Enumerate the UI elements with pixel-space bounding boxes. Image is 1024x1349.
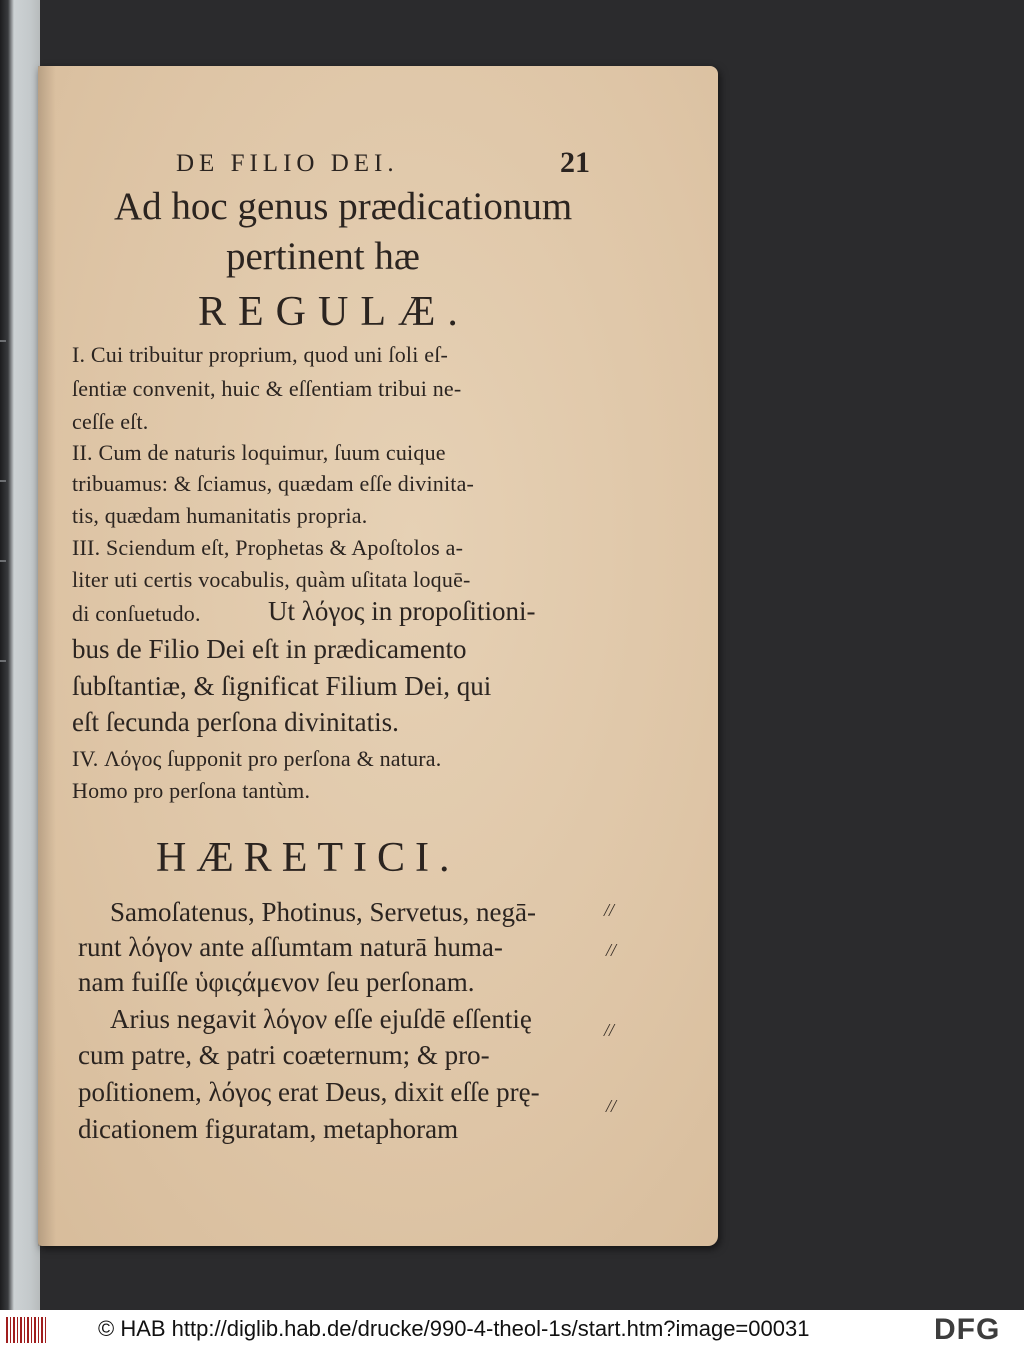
section-heading-regulae: REGULÆ. (198, 289, 470, 335)
edge-mark (0, 480, 6, 482)
edge-mark (0, 560, 6, 562)
haeretici-line: nam fuiſſe ὑφιςάμϵνον ſeu perſonam. (78, 967, 475, 997)
section-heading-haeretici: HÆRETICI. (156, 835, 460, 881)
rule-line: ſubſtantiæ, & ſignificat Filium Dei, qui (72, 671, 492, 701)
barcode-icon (6, 1317, 46, 1343)
margin-mark: // (604, 1020, 615, 1040)
rule-line: eſt ſecunda perſona divinitatis. (72, 707, 399, 737)
rule-line: III. Sciendum eſt, Prophetas & Apoſtolos a- (72, 535, 464, 560)
footer-bar (0, 1310, 1024, 1349)
rule-line: bus de Filio Dei eſt in prædicamento (72, 634, 467, 664)
rule-line: II. Cum de naturis loquimur, ſuum cuique (72, 440, 446, 465)
rule-line: liter uti certis vocabulis, quàm uſitata loquē- (72, 567, 471, 592)
title-line-2: pertinent hæ (226, 235, 420, 278)
rule-line: I. Cui tribuitur proprium, quod uni ſoli eſ- (72, 342, 449, 367)
haeretici-line: poſitionem, λόγος erat Deus, dixit eſſe prę- (78, 1077, 540, 1107)
haeretici-line: Arius negavit λόγον eſſe ejuſdē eſſentię (110, 1004, 532, 1034)
source-url[interactable]: © HAB http://diglib.hab.de/drucke/990-4-theol-1s/start.htm?image=00031 (98, 1316, 810, 1341)
rule-line: IV. Λόγος ſupponit pro perſona & natura. (72, 746, 442, 771)
margin-mark: // (604, 900, 615, 920)
rule-line: ſentiæ convenit, huic & eſſentiam tribui ne- (72, 376, 462, 401)
rule-line: Homo pro perſona tantùm. (72, 778, 311, 803)
rule-line: tribuamus: & ſciamus, quædam eſſe divinita- (72, 471, 475, 496)
haeretici-line: cum patre, & patri coæternum; & pro- (78, 1040, 490, 1070)
dfg-logo: DFG (934, 1313, 1001, 1346)
haeretici-line: runt λόγον ante aſſumtam naturā huma- (78, 932, 503, 962)
title-line-1: Ad hoc genus prædicationum (114, 185, 573, 228)
adjacent-page-edge (0, 0, 40, 1310)
rule-line: ceſſe eſt. (72, 409, 149, 434)
rule-line: di conſuetudo. (72, 601, 201, 626)
margin-mark: // (606, 940, 617, 960)
page-number: 21 (560, 146, 590, 179)
rule-line: Ut λόγος in propoſitioni- (268, 596, 536, 626)
margin-mark: // (606, 1096, 617, 1116)
haeretici-line: dicationem figuratam, metaphoram (78, 1114, 459, 1144)
rule-line: tis, quædam humanitatis propria. (72, 503, 368, 528)
running-head: DE FILIO DEI. (176, 150, 399, 177)
edge-mark (0, 660, 6, 662)
edge-mark (0, 340, 6, 342)
haeretici-line: Samoſatenus, Photinus, Servetus, negā- (110, 897, 536, 927)
